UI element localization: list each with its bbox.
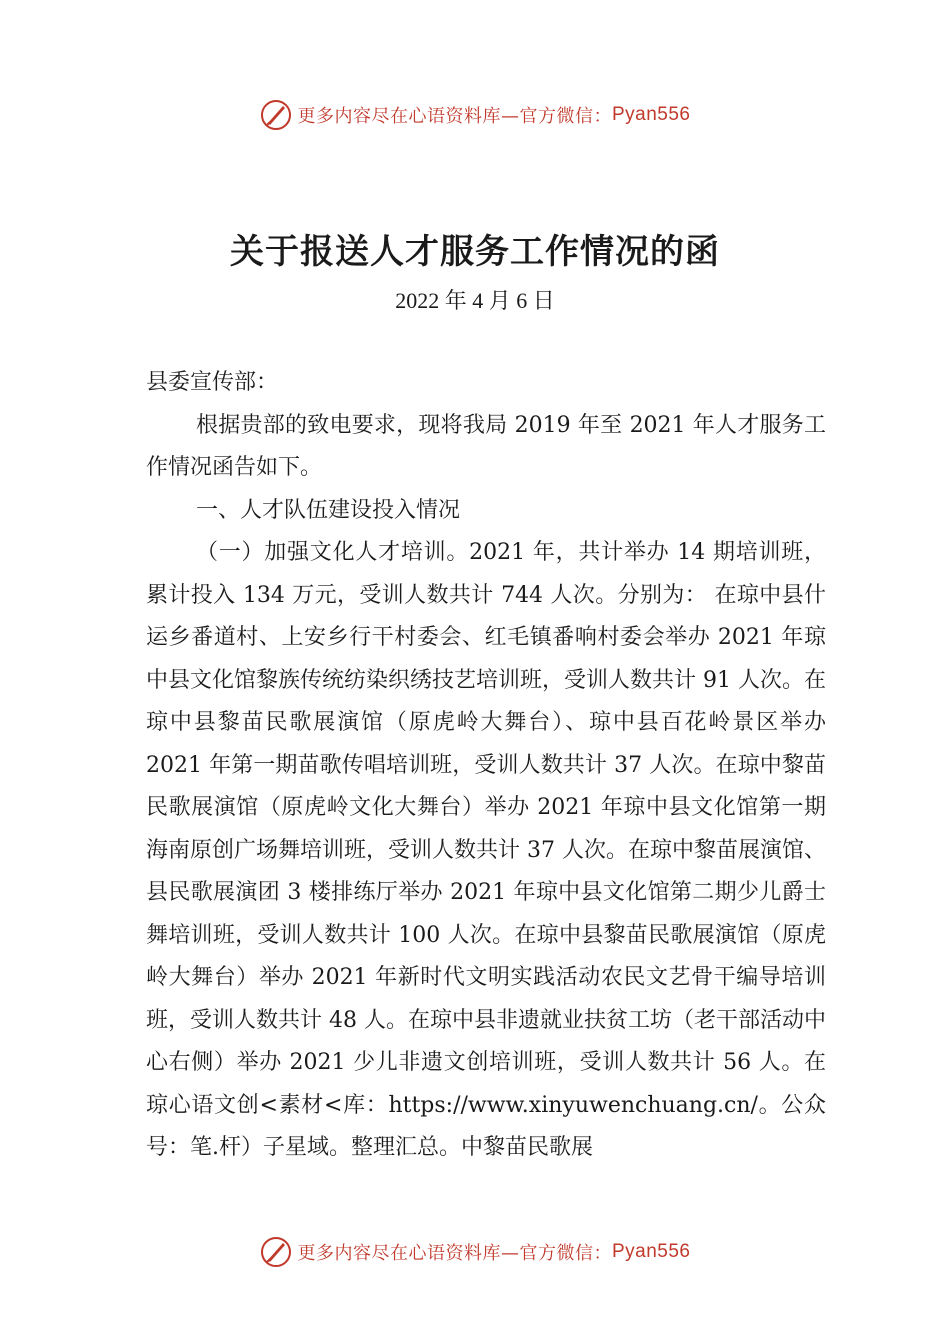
- banner-text: 更多内容尽在心语资料库—官方微信：: [297, 106, 612, 127]
- document-date: 2022 年 4 月 6 日: [395, 288, 555, 313]
- salutation: 县委宣传部：: [146, 370, 279, 395]
- quill-pen-logo-icon: [259, 98, 293, 132]
- wechat-id: Pyan556: [611, 104, 691, 125]
- section-heading: 一、人才队伍建设投入情况: [196, 497, 461, 523]
- quill-pen-logo-icon: [259, 1235, 293, 1269]
- wechat-id: Pyan556: [611, 1241, 691, 1262]
- header-banner: [0, 95, 950, 135]
- paragraph: [146, 532, 826, 1170]
- paragraph: 根据贵部的致电要求，现将我局 2019 年至 2021 年人才服务工作情况函告如下。: [146, 412, 826, 480]
- paragraph-text: （一）加强文化人才培训。2021 年，共计举办 14 期培训班，累计投入 134 万元，受训人数共计 744 人次。分别为： 在琼中县什运乡番道村、上安乡行干村委会、红毛镇番响村委会举办 2021 年琼中县文化馆黎族传统纺染织绣技艺培训班，受训人数共计 91 人次。在琼中县黎苗民歌展演馆（原虎岭大舞台）、琼中县百花岭景区举办 2021 年第一期苗歌传唱培训班，受训人数共计 37 人次。在琼中黎苗民歌展演馆（原虎岭文化大舞台）举办 2021 年琼中县文化馆第一期海南原创广场舞培训班，受训人数共计 37 人次。在琼中黎苗展演馆、县民歌展演团 3 楼排练厅举办 2021 年琼中县文化馆第二期少儿爵士舞培训班，受训人数共计 100 人次。在琼中县黎苗民歌展演馆（原虎岭大舞台）举办 2021 年新时代文明实践活动农民文艺骨干编导培训班，受训人数共计 48 人。在琼中县非遗就业扶贫工坊（老干部活动中心右侧）举办 2021 少儿非遗文创培训班，受训人数共计 56 人。在琼: [146, 540, 826, 1118]
- trailing-text: 中黎苗民歌展: [461, 1135, 594, 1160]
- footer-banner: [0, 1232, 950, 1272]
- document-body: [146, 362, 826, 1170]
- inserted-note: 心语文创<素材<库：https://www.xinyuwenchuang.cn/。公众号：笔.杆）子星域。整理汇总。: [146, 1092, 826, 1160]
- banner-text: 更多内容尽在心语资料库—官方微信：: [297, 1243, 612, 1264]
- document-title: 关于报送人才服务工作情况的函: [230, 232, 720, 272]
